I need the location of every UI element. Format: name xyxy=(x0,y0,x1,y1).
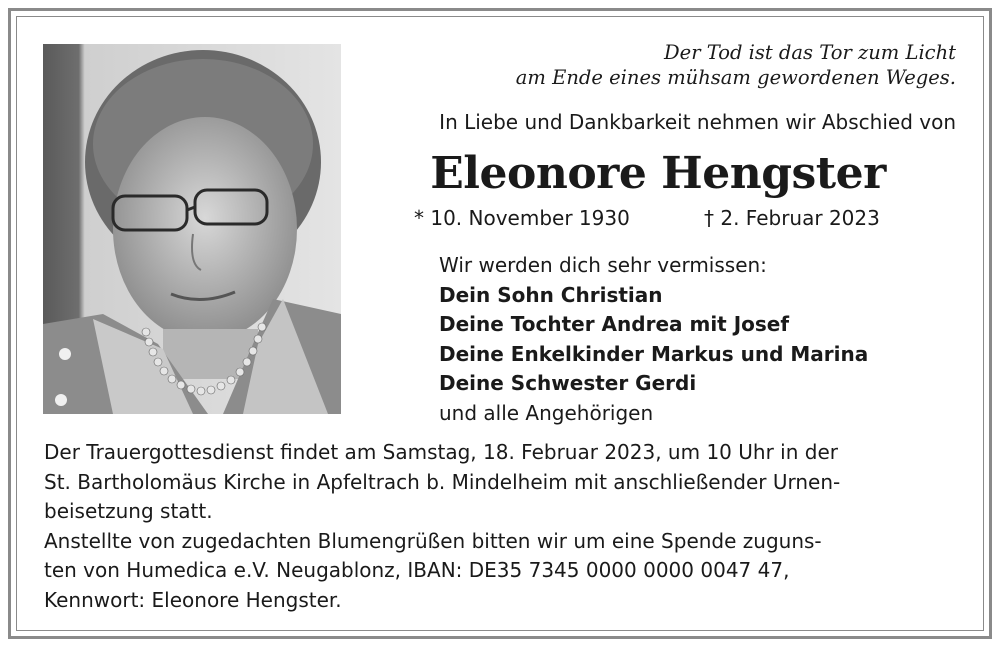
donation-line: Anstellte von zugedachten Blumengrüßen bitten wir um eine Spende zuguns- xyxy=(44,528,822,553)
family-member: Dein Sohn Christian xyxy=(439,282,663,307)
intro-text: In Liebe und Dankbarkeit nehmen wir Abschied von xyxy=(439,110,956,134)
service-line: Der Trauergottesdienst findet am Samstag, 18. Februar 2023, um 10 Uhr in der xyxy=(44,440,838,464)
death-date: † 2. Februar 2023 xyxy=(704,206,880,230)
motto-line-2: am Ende eines mühsam gewordenen Weges. xyxy=(515,66,956,89)
service-line: St. Bartholomäus Kirche in Apfeltrach b. Mindelheim mit anschließender Urnen- xyxy=(44,469,841,494)
service-line: beisetzung statt. xyxy=(44,499,213,523)
family-closing: und alle Angehörigen xyxy=(439,400,654,425)
portrait-image xyxy=(43,44,341,414)
family-member: Deine Enkelkinder Markus und Marina xyxy=(439,341,869,366)
family-list xyxy=(439,251,868,428)
donation-line: ten von Humedica e.V. Neugablonz, IBAN: DE35 7345 0000 0000 0047 47, xyxy=(44,558,790,582)
donation-line: Kennwort: Eleonore Hengster. xyxy=(44,587,342,612)
birth-date: * 10. November 1930 xyxy=(414,206,630,230)
motto-quote xyxy=(516,40,956,90)
life-dates xyxy=(414,204,914,232)
family-member: Deine Schwester Gerdi xyxy=(439,371,697,395)
portrait-photo xyxy=(43,44,341,414)
service-details xyxy=(44,438,956,615)
deceased-name: Eleonore Hengster xyxy=(430,148,886,199)
motto-line-1: Der Tod ist das Tor zum Licht xyxy=(664,41,956,64)
family-intro: Wir werden dich sehr vermissen: xyxy=(439,253,767,277)
family-member: Deine Tochter Andrea mit Josef xyxy=(439,312,790,336)
